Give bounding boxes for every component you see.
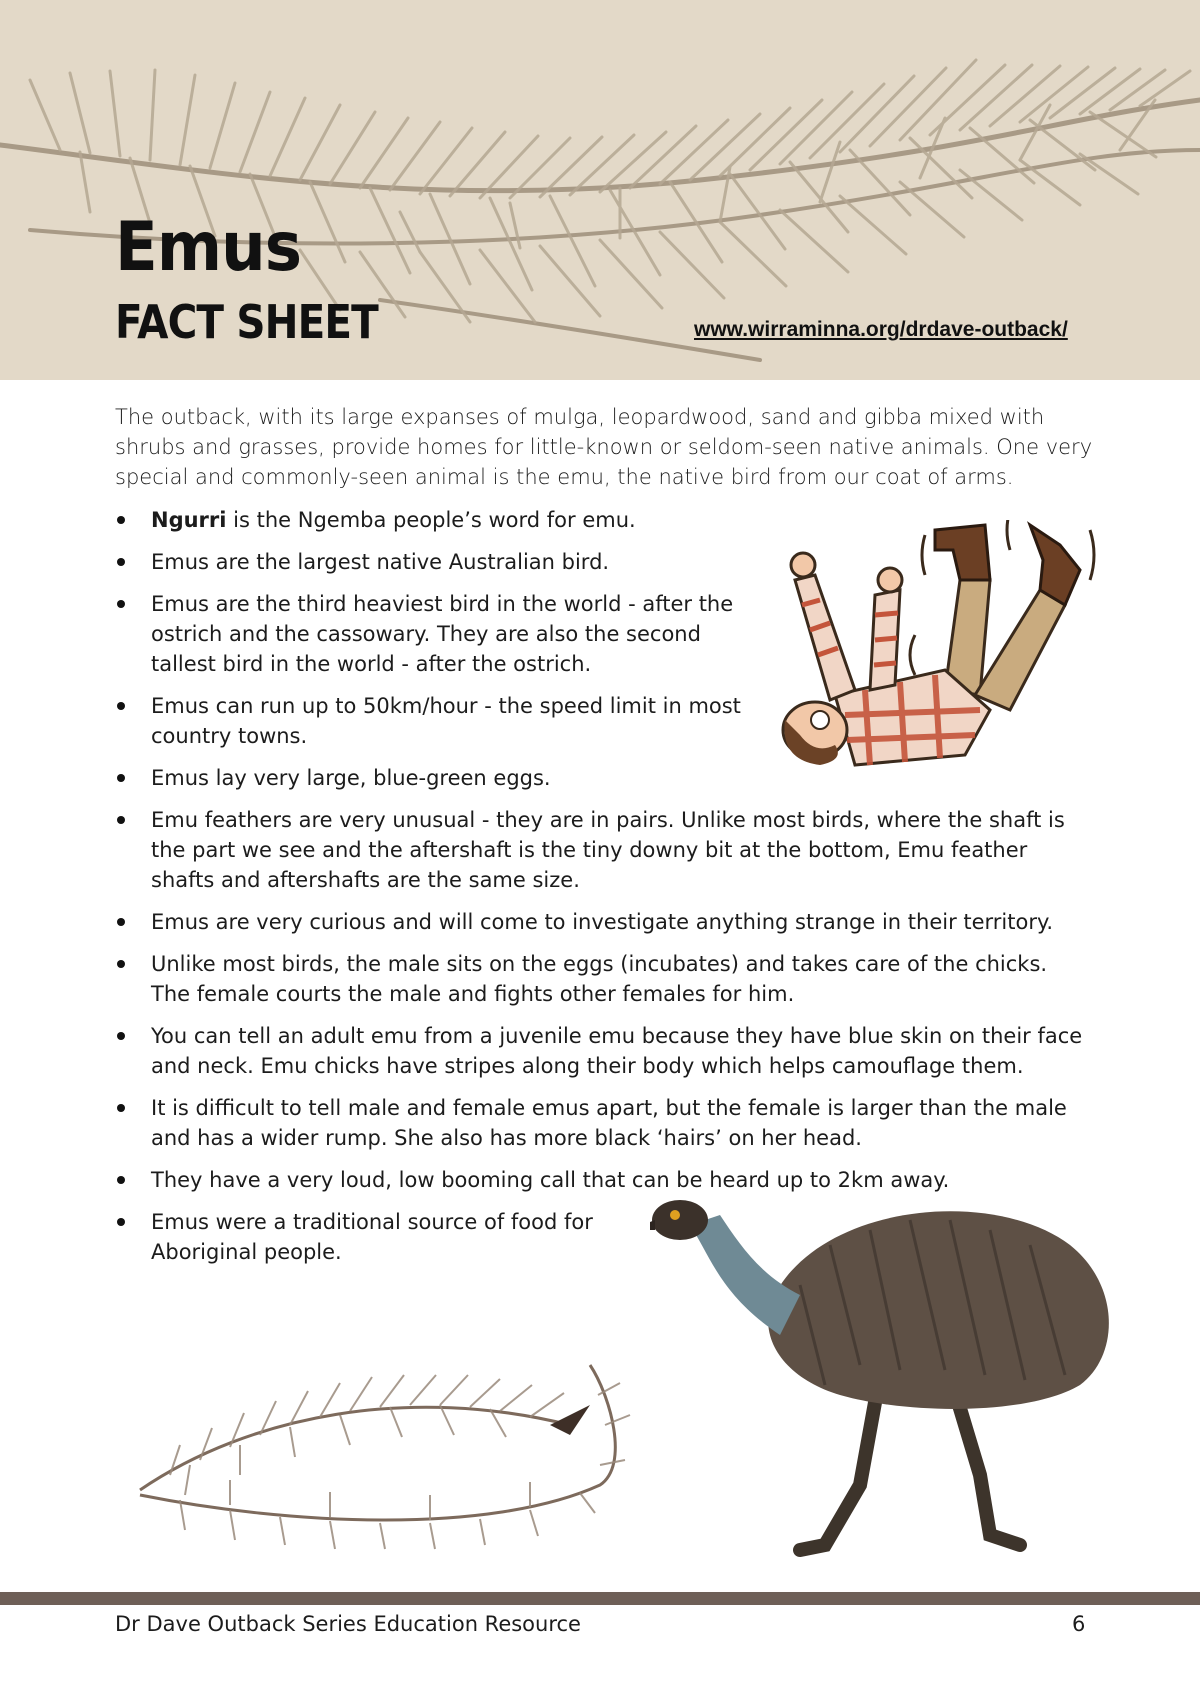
list-item	[115, 907, 1090, 937]
intro-paragraph: The outback, with its large expanses of mulga, leopardwood, sand and gibba mixed with shrubs and grasses, provide homes for little-known or seldom-seen native animals. One very special and commonly-seen animal is the emu, the native bird from our coat of arms.	[115, 405, 1093, 489]
fact-text: is the Ngemba people’s word for emu.	[226, 508, 636, 532]
list-item	[115, 1207, 601, 1267]
fact-text: Emu feathers are very unusual - they are in pairs. Unlike most birds, where the shaft is the part we see and the aftershaft is the tiny downy bit at the bottom, Emu feather shafts and aftershafts are the same size.	[151, 808, 1065, 892]
bullet-icon	[117, 1218, 125, 1226]
page-number: 6	[1072, 1612, 1086, 1636]
list-item	[115, 949, 1090, 1009]
fact-text: They have a very loud, low booming call that can be heard up to 2km away.	[151, 1168, 950, 1192]
list-item	[115, 805, 1090, 895]
fact-text: Emus were a traditional source of food for Aboriginal people.	[151, 1210, 593, 1264]
list-item	[115, 1093, 1090, 1153]
fact-text: Emus are the largest native Australian bird.	[151, 550, 610, 574]
bullet-icon	[117, 816, 125, 824]
fact-text: Emus are very curious and will come to investigate anything strange in their territory.	[151, 910, 1054, 934]
bullet-icon	[117, 600, 125, 608]
list-item	[115, 691, 741, 751]
fact-text: You can tell an adult emu from a juvenile emu because they have blue skin on their face and neck. Emu chicks have stripes along their body which helps camouflage them.	[151, 1024, 1083, 1078]
bullet-icon	[117, 702, 125, 710]
falling-man-illustration	[775, 520, 1105, 785]
fact-text: Emus are the third heaviest bird in the world - after the ostrich and the cassowary. They are also the second tallest bird in the world - after the ostrich.	[151, 592, 734, 676]
bullet-icon	[117, 516, 125, 524]
bullet-icon	[117, 918, 125, 926]
emu-illustration	[650, 1185, 1130, 1565]
footer-series: Dr Dave Outback Series Education Resource	[115, 1612, 581, 1636]
fact-text: Emus lay very large, blue-green eggs.	[151, 766, 551, 790]
bullet-icon	[117, 1176, 125, 1184]
emu-feather-illustration	[130, 1355, 670, 1555]
list-item	[115, 1021, 1090, 1081]
website-link[interactable]: www.wirraminna.org/drdave-outback/	[694, 318, 1068, 341]
bullet-icon	[117, 558, 125, 566]
page-subtitle: FACT SHEET	[115, 295, 378, 349]
page-title: Emus	[115, 208, 302, 287]
list-item	[115, 589, 751, 679]
bullet-icon	[117, 1032, 125, 1040]
list-item	[115, 547, 731, 577]
fact-text: It is difficult to tell male and female emus apart, but the female is larger than the male and has a wider rump. She also has more black ‘hairs’ on her head.	[151, 1096, 1067, 1150]
bullet-icon	[117, 960, 125, 968]
fact-text: Emus can run up to 50km/hour - the speed limit in most country towns.	[151, 694, 741, 748]
header-banner	[0, 0, 1200, 380]
bullet-icon	[117, 774, 125, 782]
footer-divider	[0, 1592, 1200, 1605]
fact-bold: Ngurri	[151, 508, 227, 532]
fact-text: Unlike most birds, the male sits on the eggs (incubates) and takes care of the chicks. The female courts the male and fights other females for him.	[151, 952, 1048, 1006]
list-item	[115, 505, 731, 535]
bullet-icon	[117, 1104, 125, 1112]
